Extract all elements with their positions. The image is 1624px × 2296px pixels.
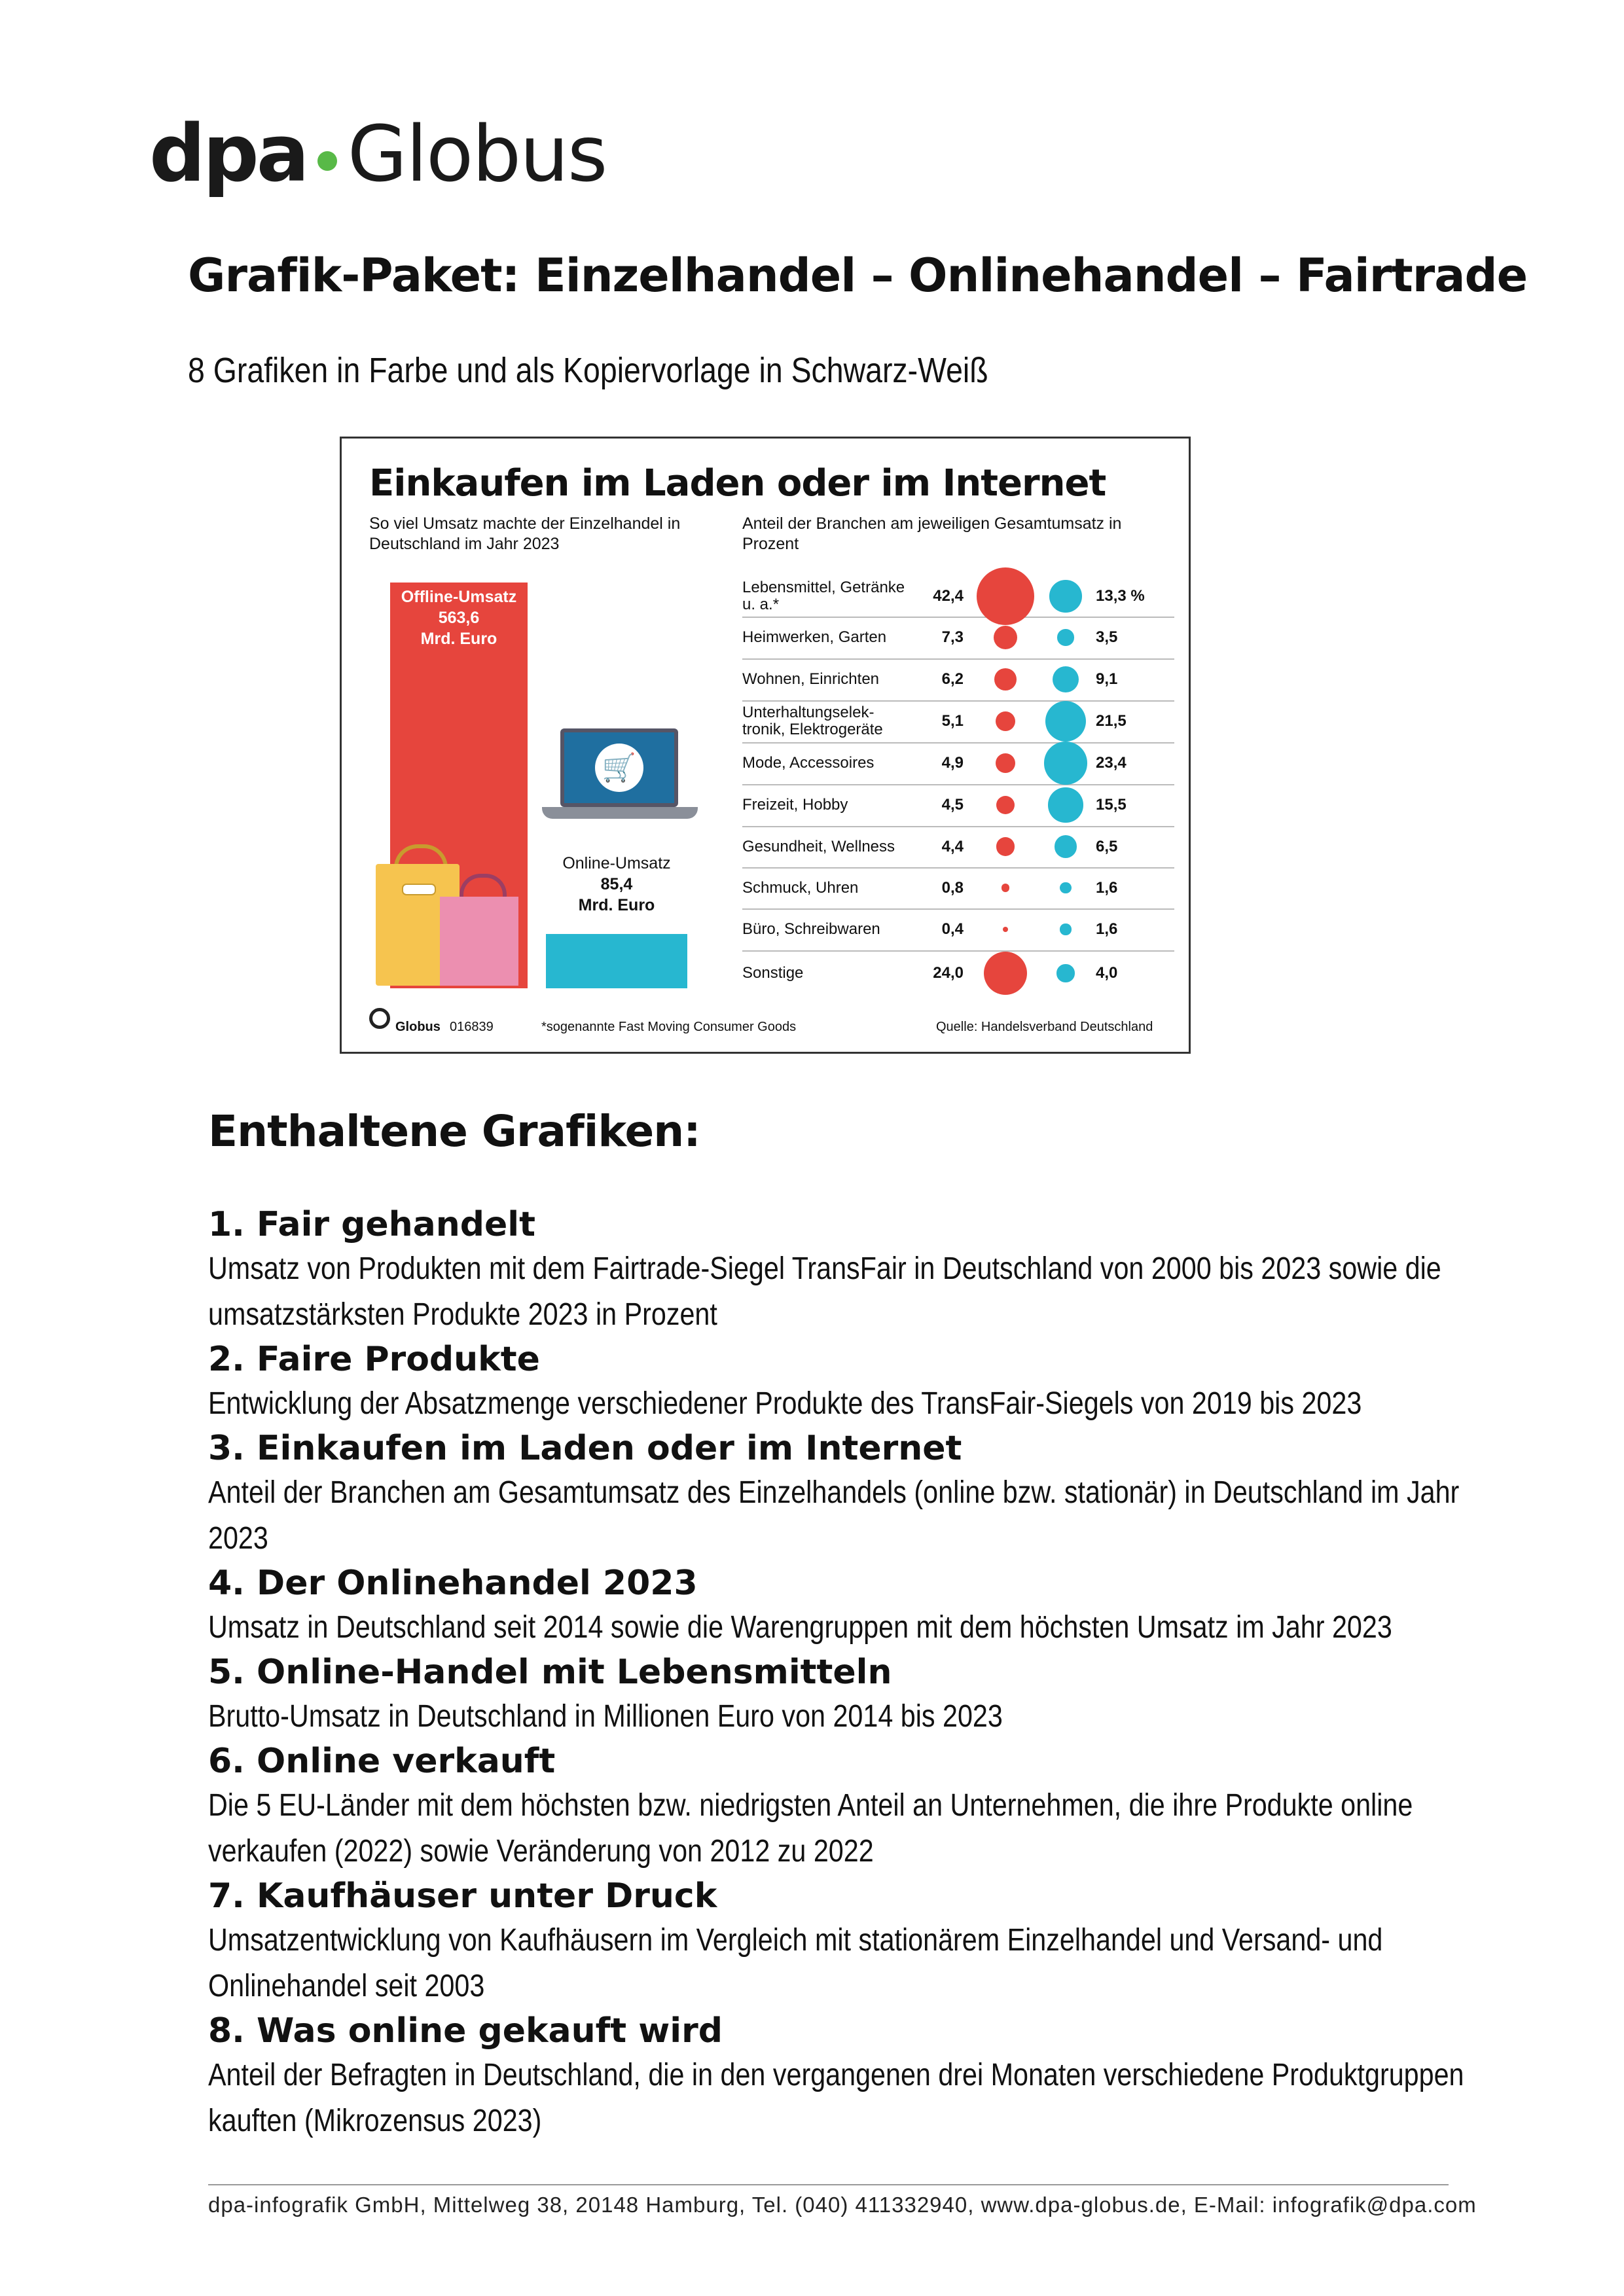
online-label-block [532,853,702,916]
offline-bubble [1003,927,1009,933]
graphic-id: 016839 [450,1020,494,1034]
row-category: Wohnen, Einrichten [742,670,880,688]
logo-globus-text: Globus [347,109,607,199]
footnote: *sogenannte Fast Moving Consumer Goods [541,1020,797,1034]
row-offline-value: 42,4 [933,587,964,605]
online-bubble [1053,666,1079,693]
graphic-item [208,1562,1452,1651]
online-bubble [1057,629,1074,645]
graphic-item [208,2009,1464,2144]
graphic-item-description: Entwicklung der Absatzmenge verschiedener Produkte des TransFair-Siegels von 2019 bis 2023 [208,1386,1362,1421]
footer-contact: dpa-infografik GmbH, Mittelweg 38, 20148 Hamburg, Tel. (040) 411332940, www.dpa-globus.de, E-Mail: infografik@dpa.com [208,2193,1477,2217]
table-row [742,742,1174,785]
table-row [742,617,1174,660]
table-row [742,826,1174,869]
row-online-value: 13,3 % [1096,587,1145,605]
offline-bubble [996,753,1015,773]
table-row [742,867,1174,910]
infographic-title: Einkaufen im Laden oder im Internet [369,462,1106,505]
graphic-item [208,1203,1452,1338]
globus-brand: Globus [395,1020,441,1034]
row-offline-value: 4,9 [941,754,964,772]
online-bubble [1056,964,1074,982]
graphic-item-title: 8. Was online gekauft wird [208,2011,723,2051]
row-online-value: 9,1 [1096,670,1118,688]
graphic-item-description: Anteil der Befragten in Deutschland, die in den vergangenen drei Monaten verschiedene Produktgruppen kauften (Mikrozensus 2023) [208,2058,1464,2138]
globus-g-icon [369,1008,390,1029]
row-offline-value: 4,5 [941,796,964,814]
graphic-item-title: 5. Online-Handel mit Lebensmitteln [208,1653,892,1692]
graphic-item-title: 1. Fair gehandelt [208,1205,535,1244]
table-row [742,784,1174,827]
logo-dpa-text: dpa [149,108,307,200]
row-category: Schmuck, Uhren [742,878,859,897]
offline-bubble [996,711,1016,732]
graphic-item-title: 2. Faire Produkte [208,1340,540,1379]
row-category: Heimwerken, Garten [742,628,887,646]
online-bubble [1060,924,1071,935]
row-online-value: 6,5 [1096,837,1118,855]
row-online-value: 1,6 [1096,920,1118,938]
shopping-bag-icon [440,897,518,986]
graphic-item [208,1338,1452,1427]
online-bubble [1060,882,1071,893]
row-category: Lebensmittel, Getränke u. a.* [742,579,905,613]
section-heading: Enthaltene Grafiken: [208,1106,700,1157]
online-bubble [1044,742,1087,784]
graphic-item-description: Die 5 EU-Länder mit dem höchsten bzw. niedrigsten Anteil an Unternehmen, die ihre Produkte online verkaufen (2022) sowie Veränderung von 2012 zu 2022 [208,1788,1413,1869]
offline-bubble [984,952,1027,995]
package-subtitle: 8 Grafiken in Farbe und als Kopiervorlage in Schwarz-Weiß [188,351,988,390]
row-offline-value: 4,4 [941,837,964,855]
graphic-item [208,1740,1452,1874]
source: Quelle: Handelsverband Deutschland [936,1020,1153,1034]
graphic-item-title: 6. Online verkauft [208,1742,556,1781]
row-category: Unterhaltungselek-tronik, Elektrogeräte [742,704,883,738]
graphic-item-description: Anteil der Branchen am Gesamtumsatz des Einzelhandels (online bzw. stationär) in Deutschland im Jahr 2023 [208,1475,1460,1556]
footer-divider [208,2184,1449,2185]
table-row [742,658,1174,702]
offline-bubble [996,837,1015,855]
row-online-value: 1,6 [1096,878,1118,897]
row-offline-value: 0,8 [941,878,964,897]
shopping-cart-icon: 🛒 [595,744,643,792]
offline-unit: Mrd. Euro [420,630,497,648]
online-label: Online-Umsatz [562,854,671,872]
offline-bubble [994,668,1017,691]
infographic-right-subtitle: Anteil der Branchen am jeweiligen Gesamtumsatz in Prozent [742,514,1122,553]
table-row [742,950,1174,996]
package-title: Grafik-Paket: Einzelhandel – Onlinehandel – Fairtrade [188,249,1528,302]
laptop-base-icon [542,807,698,819]
offline-bubble [994,626,1018,650]
graphics-list [208,1203,1464,2144]
graphic-item-title: 3. Einkaufen im Laden oder im Internet [208,1429,962,1468]
dpa-globus-logo [149,98,606,209]
row-offline-value: 7,3 [941,628,964,646]
row-category: Büro, Schreibwaren [742,920,880,938]
row-online-value: 23,4 [1096,754,1127,772]
row-offline-value: 24,0 [933,964,964,982]
graphic-item-description: Umsatz von Produkten mit dem Fairtrade-Siegel TransFair in Deutschland von 2000 bis 2023 sowie die umsatzstärksten Produkte 2023 in Prozent [208,1251,1441,1332]
logo-dot [317,151,337,171]
offline-bubble [996,796,1015,815]
table-row [742,700,1174,744]
laptop-icon [560,728,678,807]
infographic-left-subtitle: So viel Umsatz machte der Einzelhandel in Deutschland im Jahr 2023 [369,514,681,553]
infographic-preview [340,437,1191,1054]
row-online-value: 15,5 [1096,796,1127,814]
row-category: Gesundheit, Wellness [742,837,895,855]
row-offline-value: 6,2 [941,670,964,688]
graphic-item [208,1427,1460,1562]
offline-bubble [1001,884,1009,891]
graphic-item-description: Umsatzentwicklung von Kaufhäusern im Vergleich mit stationärem Einzelhandel und Versand- und Onlinehandel seit 2003 [208,1923,1383,2003]
online-bar [546,934,687,988]
online-bubble [1055,835,1077,857]
offline-value: 563,6 [438,609,480,627]
online-bubble [1045,701,1087,742]
row-category: Freizeit, Hobby [742,796,848,814]
graphic-item-title: 4. Der Onlinehandel 2023 [208,1564,698,1603]
row-online-value: 21,5 [1096,712,1127,730]
online-bubble [1048,787,1083,822]
online-value: 85,4 [600,875,633,893]
graphic-item-description: Brutto-Umsatz in Deutschland in Millionen Euro von 2014 bis 2023 [208,1699,1003,1734]
offline-label: Offline-Umsatz [401,588,517,606]
graphic-item [208,1651,1452,1740]
online-bubble [1049,580,1081,612]
row-online-value: 3,5 [1096,628,1118,646]
row-offline-value: 0,4 [941,920,964,938]
row-category: Sonstige [742,964,804,982]
graphic-item-description: Umsatz in Deutschland seit 2014 sowie die Warengruppen mit dem höchsten Umsatz im Jahr 2023 [208,1610,1392,1645]
row-offline-value: 5,1 [941,712,964,730]
row-category: Mode, Accessoires [742,754,875,772]
table-row [742,908,1174,952]
online-unit: Mrd. Euro [578,896,655,914]
graphic-item [208,1874,1452,2009]
table-row [742,576,1174,618]
graphic-item-title: 7. Kaufhäuser unter Druck [208,1876,717,1916]
row-online-value: 4,0 [1096,964,1118,982]
